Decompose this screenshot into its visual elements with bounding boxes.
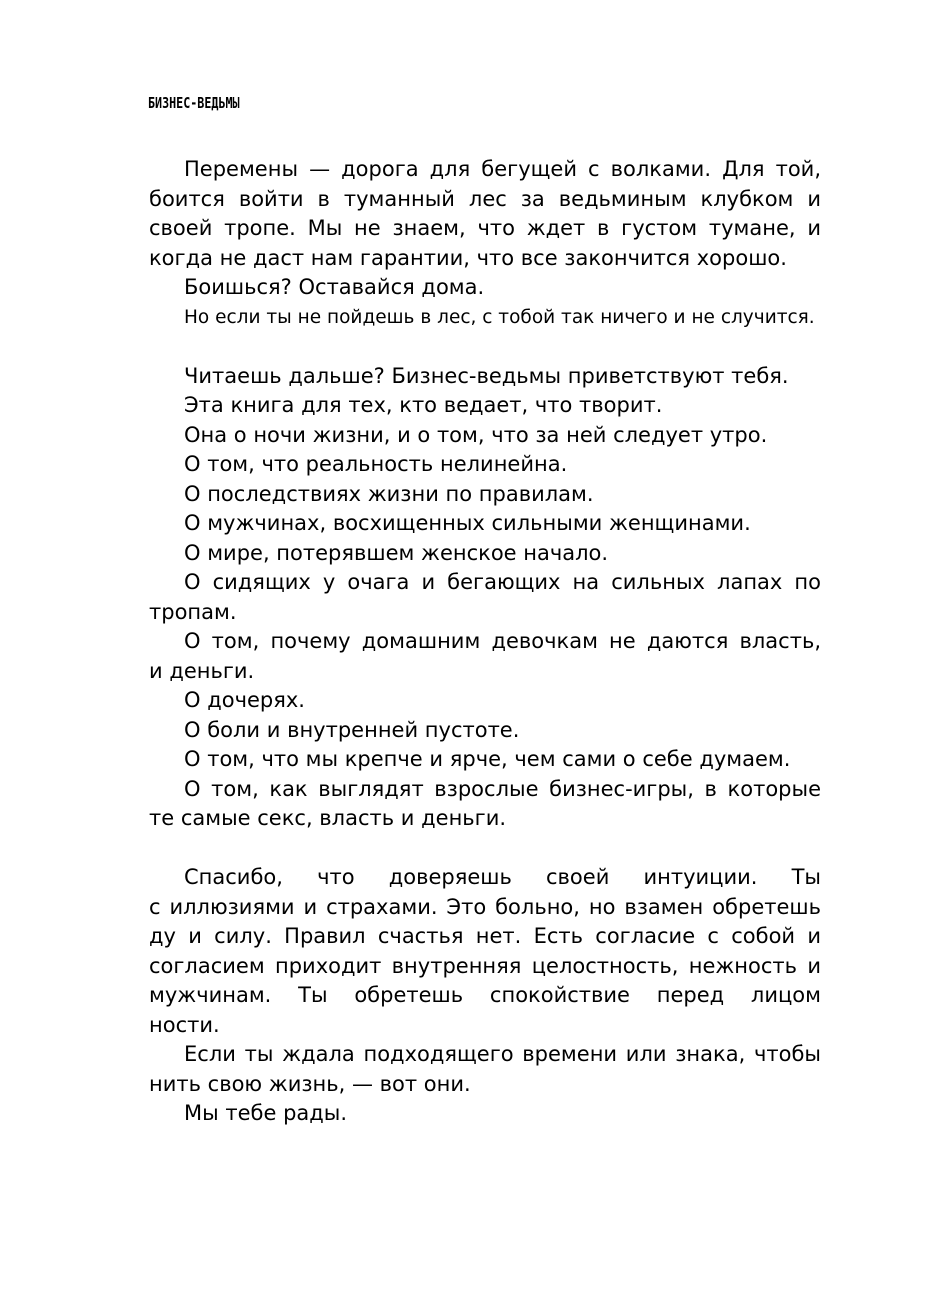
text-line: Спасибо, что доверяешь своей интуиции. Ты xyxy=(184,865,821,889)
text-line: О дочерях. xyxy=(184,688,305,712)
text-line: своей тропе. Мы не знаем, что ждет в густом тумане, и xyxy=(149,216,821,240)
text-line: О мире, потерявшем женское начало. xyxy=(184,540,609,565)
text-line: Читаешь дальше? Бизнес-ведьмы приветствуют тебя. xyxy=(184,363,789,388)
paragraph-gap xyxy=(149,834,821,864)
text-line: тропам. xyxy=(149,599,237,624)
running-head: БИЗНЕС-ВЕДЬМЫ xyxy=(148,94,240,112)
text-line: боится войти в туманный лес за ведьминым клубком и xyxy=(149,186,821,211)
text-line: О мужчинах, восхищенных сильными женщинами. xyxy=(184,511,751,535)
text-line: О том, как выглядят взрослые бизнес-игры, в которые xyxy=(184,776,821,801)
paragraph-gap xyxy=(149,332,821,362)
text-line: Она о ночи жизни, и о том, что за ней следует утро. xyxy=(184,422,768,447)
text-line: согласием приходит внутренняя целостность, нежность и xyxy=(149,953,821,978)
body-text xyxy=(149,155,821,1129)
text-line: О том, что реальность нелинейна. xyxy=(184,452,568,476)
text-line: ности. xyxy=(149,1012,220,1037)
text-line: О последствиях жизни по правилам. xyxy=(184,481,594,506)
text-line: нить свою жизнь, — вот они. xyxy=(149,1071,471,1096)
text-line: мужчинам. Ты обретешь спокойствие перед лицом xyxy=(149,983,821,1007)
text-line: Боишься? Оставайся дома. xyxy=(184,275,485,299)
text-line: и деньги. xyxy=(149,658,255,683)
text-line: О том, почему домашним девочкам не даются власть, xyxy=(184,629,821,653)
text-line: когда не даст нам гарантии, что все закончится хорошо. xyxy=(149,245,787,270)
text-line: ду и силу. Правил счастья нет. Есть согласие с собой и xyxy=(149,924,821,948)
text-line: Если ты ждала подходящего времени или знака, чтобы xyxy=(184,1042,821,1066)
text-line: О том, что мы крепче и ярче, чем сами о себе думаем. xyxy=(184,747,791,771)
text-line: О сидящих у очага и бегающих на сильных лапах по xyxy=(184,570,821,594)
text-line: те самые секс, власть и деньги. xyxy=(149,806,507,830)
text-line: Мы тебе рады. xyxy=(184,1101,348,1125)
text-line: Но если ты не пойдешь в лес, с тобой так ничего и не случится. xyxy=(184,306,815,328)
text-line: Эта книга для тех, кто ведает, что творит. xyxy=(184,393,663,417)
text-line: с иллюзиями и страхами. Это больно, но взамен обретешь xyxy=(149,894,821,919)
text-line: О боли и внутренней пустоте. xyxy=(184,717,520,742)
text-line: Перемены — дорога для бегущей с волками. Для той, xyxy=(184,157,821,181)
